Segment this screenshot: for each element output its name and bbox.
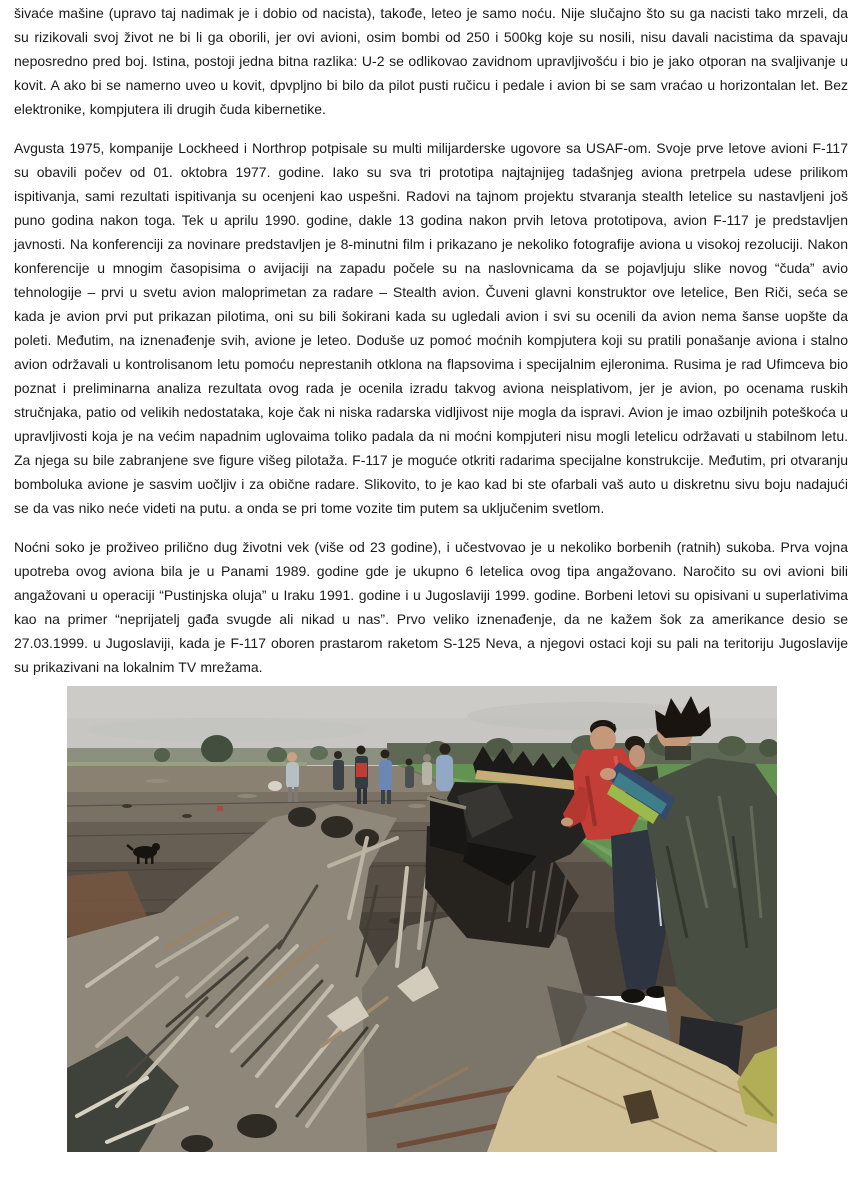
- large-tree: [201, 735, 233, 763]
- paragraph-2: Avgusta 1975, kompanije Lockheed i Northrop potpisale su multi milijarderske ugovore sa USAF-om. Svoje prve letove avioni F-117 su obavili počev od 01. oktobra 1977. godine. Iako su sva tri prototipa najtajnijeg tadašnjeg aviona pretrpela udese prilikom ispitivanja, sami rezultati ispitivanja su ocenjeni kao uspešni. Radovi na tajnom projektu stvaranja stealth letelice su nastavljeni još puno godina nakon toga. Tek u aprilu 1990. godine, dakle 13 godina nakon prvih letova prototipova, avion F-117 je predstavljen javnosti. Na konferenciji za novinare predstavljen je 8-minutni film i prikazano je nekoliko fotografije aviona u visokoj rezoluciji. Nakon konferencije u mnogim časopisima o avijaciji na zapadu počele su na naslovnicama da se pojavljuju slike novog “čuda” avio tehnologije – prvi u svetu avion maloprimetan za radare – Stealth avion. Čuveni glavni konstruktor ove letelice, Ben Riči, seća se kada je avion prvi put prikazan pilotima, oni su bili šokirani kada su ugledali avion i svi su ocenili da avion nema šanse uopšte da poleti. Međutim, na iznenađenje svih, avione je leteo. Doduše uz pomoć moćnih kompjutera koji su pratili ponašanje aviona i stalno avion održavali u kontrolisanom letu pomoću neprestanih otklona na flapsovima i specijalnim ejleronima. Rusima je rad Ufimceva bio poznat i preliminarna analiza rezultata ovog rada je ocenila izradu takvog aviona neisplativom, jer je avion, po ocenama ruskih stručnjaka, patio od velikih nedostataka, koje čak ni niska radarska vidljivost nije mogla da ispravi. Avion je imao ozbiljnih poteškoća u upravljivosti koja je na većim napadnim uglovaima toliko padala da ni moćni kompjuteri nisu mogli letelicu održavati u stabilnom letu. Za njega su bile zabranjene sve figure višeg pilotaža. F-117 je moguće otkriti radarima specijalne konstrukcije. Međutim, pri otvaranju bomboluka avione je sasvim uočljiv i za obične radare. Slikovito, to je kao kad bi ste ofarbali vaš auto u diskretnu sivu boju nadajući se da vas niko neće videti na putu. a onda se pri tome vozite tim putem sa uključenim svetlom.: [14, 140, 848, 516]
- red-debris-bit: [217, 806, 223, 811]
- hand: [561, 818, 573, 827]
- paragraph-1: šivaće mašine (upravo taj nadimak je i dobio od nacista), takođe, leteo je samo noću. Nije slučajno što su ga nacisti tako mrzeli, da su rizikovali svoj život ne bi li ga oborili, jer ovi avioni, osim bombi od 250 i 500kg koje su nosili, nisu davali nacistima da spavaju neposredno pred boj. Istina, postoji jedna bitna razlika: U-2 se odlikovao zavidnom upravljivošću i bio je jako otporan na svaljivanje u kovit. A ako bi se namerno uveo u kovit, dpvpljno bi bilo da pilot pusti ručicu i pedale i avion bi se sam vraćao u horizontalan let. Bez elektronike, kompjutera ili drugih čuda kibernetike.: [14, 5, 848, 117]
- crash-photo-illustration: [67, 686, 777, 1152]
- paragraph-3: Noćni soko je proživeo prilično dug životni vek (više od 23 godine), i učestvovao je u nekoliko borbenih (ratnih) sukoba. Prva vojna upotreba ovog aviona bila je u Panami 1989. godine gde je ukupno 6 letelica ovog tipa angažovano. Naročito su ovi avioni bili angažovani u operaciji “Pustinjska oluja” u Iraku 1991. godine i u Jugoslaviji 1999. godine. Borbeni letovi su opisivani u superlativima kao na primer “neprijatelj gađa svugde ali nikad u nas”. Prvo veliko iznenađenje, da ne kažem šok za amerikance desio se 27.03.1999. u Jugoslaviji, kada je F-117 oboren prastarom raketom S-125 Neva, a njegovi ostaci koji su pali na teritoriju Jugoslavije su prikazivani na lokalnim TV mrežama.: [14, 539, 848, 675]
- person-gray-small: [422, 754, 432, 785]
- crash-photo: [67, 686, 777, 1152]
- hands: [600, 768, 616, 780]
- white-debris: [268, 781, 282, 791]
